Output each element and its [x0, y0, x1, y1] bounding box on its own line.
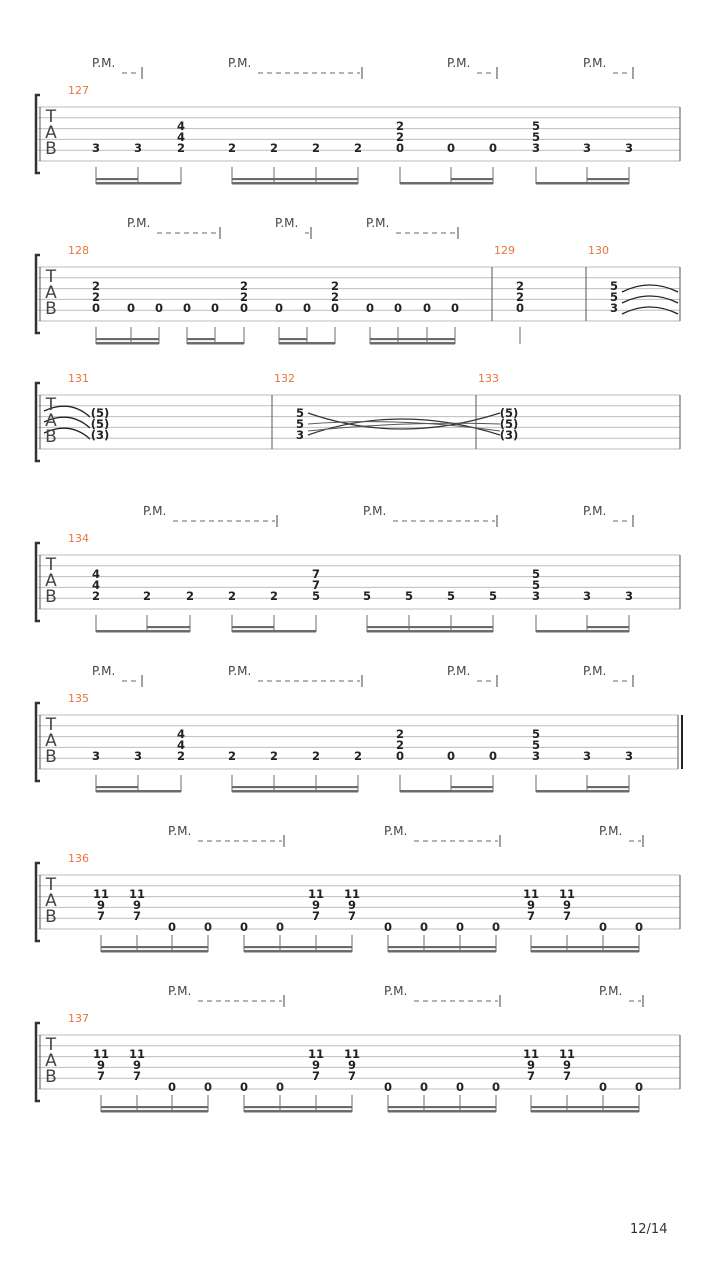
palm-mute-label: P.M.: [168, 984, 192, 998]
fret-number: 0: [167, 920, 177, 934]
fret-number: 11: [92, 887, 110, 901]
beam-secondary: [367, 626, 493, 628]
fret-number: 0: [450, 301, 460, 315]
fret-number: 0: [393, 301, 403, 315]
fret-number: 3: [609, 301, 619, 315]
fret-number: 9: [311, 898, 321, 912]
fret-number: 2: [311, 141, 321, 155]
beam-secondary: [96, 786, 138, 788]
fret-number: 5: [609, 279, 619, 293]
fret-number: 3: [91, 141, 101, 155]
fret-number: 0: [275, 1080, 285, 1094]
fret-number: 0: [275, 920, 285, 934]
measure-number: 127: [68, 84, 89, 97]
beam-secondary: [232, 626, 274, 628]
fret-number: 2: [395, 727, 405, 741]
fret-number: 5: [404, 589, 414, 603]
fret-number: 0: [126, 301, 136, 315]
fret-number: 5: [446, 589, 456, 603]
fret-number: 0: [634, 920, 644, 934]
fret-number: 5: [531, 738, 541, 752]
fret-number: 11: [558, 1047, 576, 1061]
fret-number: 7: [311, 909, 321, 923]
fret-number: 0: [491, 1080, 501, 1094]
measure-number: 137: [68, 1012, 89, 1025]
palm-mute-label: P.M.: [127, 216, 151, 230]
measure-number: 135: [68, 692, 89, 705]
fret-number: 7: [311, 578, 321, 592]
fret-number: 7: [562, 909, 572, 923]
beam-secondary: [96, 178, 138, 180]
fret-number: 11: [92, 1047, 110, 1061]
beam-secondary: [451, 786, 493, 788]
fret-number: 0: [455, 1080, 465, 1094]
beam: [232, 182, 358, 185]
fret-number: 9: [96, 898, 106, 912]
tab-clef-letter: B: [45, 427, 57, 447]
beam-secondary: [96, 338, 159, 340]
fret-number: 0: [203, 920, 213, 934]
beam-secondary: [147, 626, 190, 628]
fret-number: 4: [176, 727, 186, 741]
tab-clef-letter: A: [45, 891, 57, 911]
palm-mute-label: P.M.: [384, 824, 408, 838]
measure-number: 128: [68, 244, 89, 257]
tab-clef-letter: B: [45, 907, 57, 927]
palm-mute-label: P.M.: [228, 56, 252, 70]
beam: [531, 950, 639, 953]
tab-clef-letter: B: [45, 139, 57, 159]
tab-clef-letter: T: [45, 107, 57, 127]
beam-secondary: [388, 946, 496, 948]
fret-number: 0: [598, 1080, 608, 1094]
beam: [96, 790, 181, 793]
fret-number: 3: [582, 141, 592, 155]
fret-number: 11: [558, 887, 576, 901]
beam: [388, 1110, 496, 1113]
fret-number: 0: [422, 301, 432, 315]
fret-number: 5: [531, 727, 541, 741]
fret-number: (3): [499, 428, 519, 442]
beam-secondary: [587, 786, 629, 788]
fret-number: 2: [176, 749, 186, 763]
fret-number: 2: [227, 589, 237, 603]
fret-number: 7: [96, 1069, 106, 1083]
beam-secondary: [451, 178, 493, 180]
palm-mute-label: P.M.: [447, 664, 471, 678]
fret-number: 11: [128, 887, 146, 901]
fret-number: 0: [274, 301, 284, 315]
beam: [400, 182, 493, 185]
tab-system: [36, 675, 682, 793]
beam-secondary: [101, 946, 208, 948]
tab-clef-letter: T: [45, 395, 57, 415]
measure-number: 136: [68, 852, 89, 865]
fret-number: 7: [347, 1069, 357, 1083]
fret-number: 11: [522, 887, 540, 901]
fret-number: 2: [91, 290, 101, 304]
fret-number: 3: [295, 428, 305, 442]
fret-number: 5: [295, 417, 305, 431]
fret-number: 11: [522, 1047, 540, 1061]
fret-number: 5: [531, 578, 541, 592]
fret-number: 5: [488, 589, 498, 603]
beam: [96, 182, 181, 185]
fret-number: 2: [227, 141, 237, 155]
fret-number: 5: [295, 406, 305, 420]
fret-number: 2: [395, 130, 405, 144]
fret-number: 0: [446, 749, 456, 763]
fret-number: 0: [419, 920, 429, 934]
beam: [536, 630, 629, 633]
beam: [531, 1110, 639, 1113]
fret-number: 4: [176, 738, 186, 752]
beam-secondary: [587, 178, 629, 180]
fret-number: 3: [531, 141, 541, 155]
fret-number: 7: [347, 909, 357, 923]
fret-number: 9: [347, 898, 357, 912]
beam: [96, 342, 159, 345]
beam: [244, 950, 352, 953]
fret-number: 9: [347, 1058, 357, 1072]
fret-number: 0: [210, 301, 220, 315]
palm-mute-label: P.M.: [599, 824, 623, 838]
measure-number: 130: [588, 244, 609, 257]
fret-number: 2: [142, 589, 152, 603]
fret-number: (5): [90, 406, 110, 420]
fret-number: 7: [526, 1069, 536, 1083]
beam-secondary: [232, 178, 358, 180]
fret-number: 4: [176, 119, 186, 133]
beam-secondary: [279, 338, 307, 340]
fret-number: 5: [531, 119, 541, 133]
fret-number: 0: [91, 301, 101, 315]
tab-system: [36, 383, 680, 461]
tab-system: [36, 67, 680, 185]
fret-number: 0: [488, 141, 498, 155]
measure-number: 133: [478, 372, 499, 385]
page-number: 12/14: [630, 1222, 668, 1237]
fret-number: 2: [227, 749, 237, 763]
beam-secondary: [187, 338, 215, 340]
tab-clef-letter: T: [45, 267, 57, 287]
fret-number: 2: [91, 279, 101, 293]
fret-number: 9: [562, 898, 572, 912]
fret-number: 7: [311, 1069, 321, 1083]
fret-number: 9: [526, 898, 536, 912]
beam-secondary: [531, 946, 639, 948]
tab-system: [36, 227, 680, 345]
fret-number: (5): [90, 417, 110, 431]
fret-number: (5): [499, 417, 519, 431]
fret-number: (5): [499, 406, 519, 420]
tab-clef-letter: B: [45, 1067, 57, 1087]
tab-clef-letter: B: [45, 587, 57, 607]
fret-number: 2: [330, 279, 340, 293]
fret-number: 7: [526, 909, 536, 923]
beam-secondary: [101, 1106, 208, 1108]
measure-number: 129: [494, 244, 515, 257]
fret-number: 2: [395, 119, 405, 133]
tab-clef-letter: A: [45, 731, 57, 751]
palm-mute-label: P.M.: [599, 984, 623, 998]
palm-mute-label: P.M.: [168, 824, 192, 838]
beam-secondary: [531, 1106, 639, 1108]
fret-number: 4: [91, 567, 101, 581]
palm-mute-label: P.M.: [228, 664, 252, 678]
fret-number: 9: [526, 1058, 536, 1072]
fret-number: 2: [239, 279, 249, 293]
fret-number: 3: [91, 749, 101, 763]
beam: [187, 342, 244, 345]
fret-number: 3: [133, 749, 143, 763]
beam: [536, 790, 629, 793]
tab-clef-letter: T: [45, 875, 57, 895]
measure-number: 131: [68, 372, 89, 385]
fret-number: 3: [624, 749, 634, 763]
fret-number: 2: [269, 589, 279, 603]
tab-clef-letter: T: [45, 1035, 57, 1055]
fret-number: 0: [239, 301, 249, 315]
fret-number: 3: [531, 749, 541, 763]
fret-number: 7: [132, 1069, 142, 1083]
fret-number: 0: [515, 301, 525, 315]
tab-clef-letter: B: [45, 747, 57, 767]
tab-system: [36, 515, 680, 633]
palm-mute-label: P.M.: [583, 56, 607, 70]
beam-secondary: [388, 1106, 496, 1108]
palm-mute-label: P.M.: [447, 56, 471, 70]
beam-secondary: [244, 1106, 352, 1108]
palm-mute-label: P.M.: [583, 504, 607, 518]
beam: [101, 950, 208, 953]
fret-number: 11: [307, 887, 325, 901]
beam: [244, 1110, 352, 1113]
palm-mute-label: P.M.: [275, 216, 299, 230]
fret-number: 0: [239, 920, 249, 934]
palm-mute-label: P.M.: [583, 664, 607, 678]
beam: [370, 342, 455, 345]
beam: [367, 630, 493, 633]
fret-number: 2: [515, 279, 525, 293]
fret-number: 0: [395, 141, 405, 155]
beam: [232, 630, 316, 633]
fret-number: 2: [91, 589, 101, 603]
fret-number: 9: [311, 1058, 321, 1072]
beam: [536, 182, 629, 185]
fret-number: 7: [96, 909, 106, 923]
fret-number: 0: [419, 1080, 429, 1094]
fret-number: 0: [383, 920, 393, 934]
fret-number: 11: [343, 887, 361, 901]
measure-number: 134: [68, 532, 89, 545]
tab-clef-letter: A: [45, 1051, 57, 1071]
fret-number: 3: [582, 589, 592, 603]
fret-number: 5: [362, 589, 372, 603]
beam: [388, 950, 496, 953]
palm-mute-label: P.M.: [143, 504, 167, 518]
fret-number: 7: [562, 1069, 572, 1083]
fret-number: 2: [239, 290, 249, 304]
fret-number: 9: [96, 1058, 106, 1072]
fret-number: 2: [311, 749, 321, 763]
fret-number: 0: [488, 749, 498, 763]
fret-number: 5: [609, 290, 619, 304]
fret-number: 3: [582, 749, 592, 763]
beam: [400, 790, 493, 793]
fret-number: 0: [395, 749, 405, 763]
fret-number: 11: [128, 1047, 146, 1061]
fret-number: 0: [182, 301, 192, 315]
fret-number: 9: [562, 1058, 572, 1072]
palm-mute-label: P.M.: [366, 216, 390, 230]
beam: [101, 1110, 208, 1113]
fret-number: 5: [531, 567, 541, 581]
fret-number: 9: [132, 1058, 142, 1072]
fret-number: 5: [531, 130, 541, 144]
fret-number: (3): [90, 428, 110, 442]
fret-number: 2: [269, 141, 279, 155]
beam-secondary: [587, 626, 629, 628]
fret-number: 3: [624, 141, 634, 155]
fret-number: 3: [531, 589, 541, 603]
fret-number: 0: [203, 1080, 213, 1094]
fret-number: 3: [624, 589, 634, 603]
fret-number: 0: [167, 1080, 177, 1094]
fret-number: 4: [91, 578, 101, 592]
fret-number: 7: [311, 567, 321, 581]
fret-number: 0: [383, 1080, 393, 1094]
fret-number: 11: [307, 1047, 325, 1061]
beam-secondary: [232, 786, 358, 788]
fret-number: 0: [330, 301, 340, 315]
fret-number: 2: [330, 290, 340, 304]
tab-clef-letter: T: [45, 555, 57, 575]
palm-mute-label: P.M.: [92, 56, 116, 70]
beam: [232, 790, 358, 793]
tab-clef-letter: A: [45, 123, 57, 143]
fret-number: 0: [302, 301, 312, 315]
palm-mute-label: P.M.: [363, 504, 387, 518]
beam-secondary: [370, 338, 455, 340]
tab-clef-letter: B: [45, 299, 57, 319]
fret-number: 0: [365, 301, 375, 315]
fret-number: 3: [133, 141, 143, 155]
fret-number: 0: [455, 920, 465, 934]
fret-number: 2: [185, 589, 195, 603]
palm-mute-label: P.M.: [384, 984, 408, 998]
beam: [279, 342, 335, 345]
beam: [96, 630, 190, 633]
fret-number: 0: [491, 920, 501, 934]
beam-secondary: [244, 946, 352, 948]
fret-number: 7: [132, 909, 142, 923]
fret-number: 2: [269, 749, 279, 763]
tab-clef-letter: A: [45, 283, 57, 303]
fret-number: 2: [353, 749, 363, 763]
fret-number: 0: [598, 920, 608, 934]
tab-clef-letter: A: [45, 411, 57, 431]
fret-number: 0: [239, 1080, 249, 1094]
fret-number: 2: [176, 141, 186, 155]
palm-mute-label: P.M.: [92, 664, 116, 678]
fret-number: 11: [343, 1047, 361, 1061]
fret-number: 0: [154, 301, 164, 315]
tab-clef-letter: T: [45, 715, 57, 735]
fret-number: 0: [446, 141, 456, 155]
fret-number: 4: [176, 130, 186, 144]
measure-number: 132: [274, 372, 295, 385]
fret-number: 9: [132, 898, 142, 912]
fret-number: 5: [311, 589, 321, 603]
tab-clef-letter: A: [45, 571, 57, 591]
fret-number: 2: [395, 738, 405, 752]
fret-number: 2: [515, 290, 525, 304]
fret-number: 0: [634, 1080, 644, 1094]
fret-number: 2: [353, 141, 363, 155]
